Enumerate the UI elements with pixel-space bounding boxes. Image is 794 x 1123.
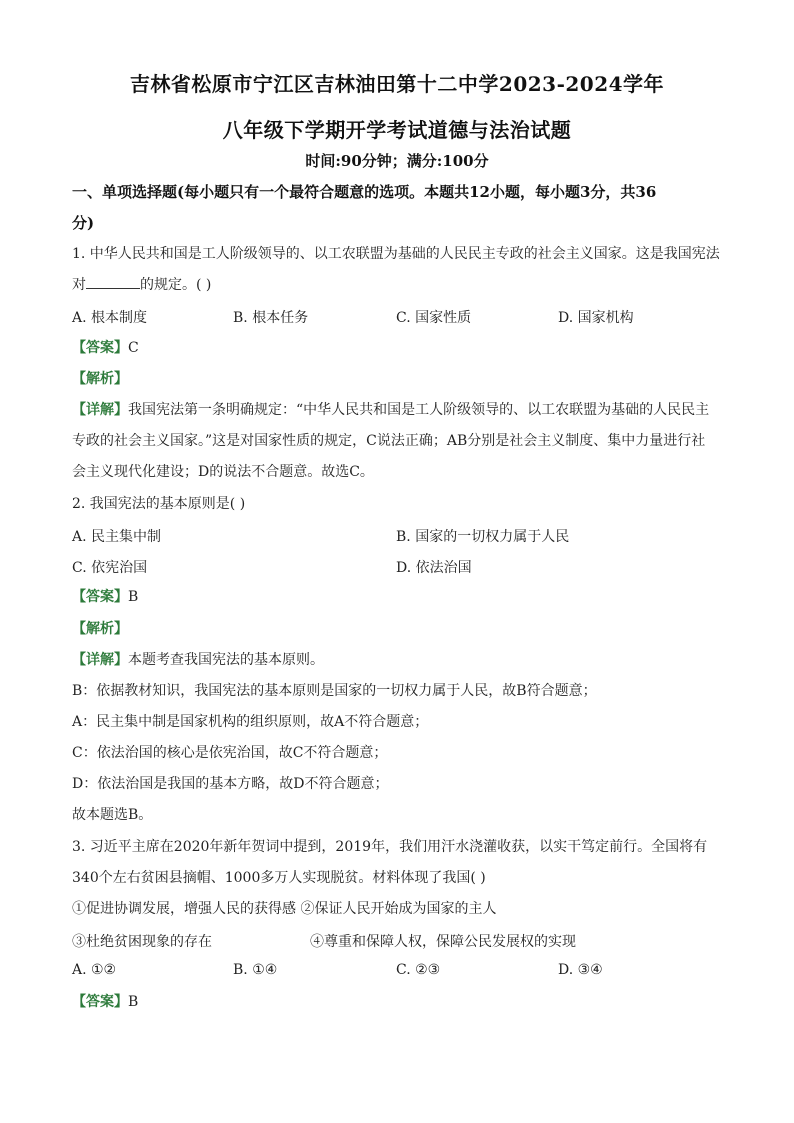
q1-stem-pre: 对 xyxy=(72,277,86,293)
detail-text: 我国宪法第一条明确规定：“中华人民共和国是工人阶级领导的、以工农联盟为基础的人民民主 xyxy=(128,402,710,418)
q3-answer xyxy=(72,993,138,1011)
answer-value: C xyxy=(128,340,139,356)
q1-detail-line1 xyxy=(72,401,709,419)
q1-analysis xyxy=(72,370,128,388)
q3-choices-line1: ①促进协调发展，增强人民的获得感 ②保证人民开始成为国家的主人 xyxy=(72,901,497,917)
exam-time-info: 时间:90分钟；满分:100分 xyxy=(305,152,489,170)
q1-answer xyxy=(72,339,139,357)
detail-tag: 【详解】 xyxy=(72,402,128,418)
q1-detail-line2: 专政的社会主义国家。”这是对国家性质的规定，C说法正确；AB分别是社会主义制度、集中力量进行社 xyxy=(72,433,706,449)
q1-option-b: B. 根本任务 xyxy=(233,310,309,326)
q2-answer xyxy=(72,588,138,606)
q1-option-d: D. 国家机构 xyxy=(558,310,634,326)
answer-tag: 【答案】 xyxy=(72,994,128,1010)
q3-option-c: C. ②③ xyxy=(396,962,441,978)
q3-choice-4: ④尊重和保障人权，保障公民发展权的实现 xyxy=(310,934,576,950)
q3-stem-line2: 340个左右贫困县摘帽、1000多万人实现脱贫。材料体现了我国( ) xyxy=(72,870,486,886)
analysis-tag: 【解析】 xyxy=(72,621,128,637)
q1-option-c: C. 国家性质 xyxy=(396,310,472,326)
q2-option-b: B. 国家的一切权力属于人民 xyxy=(396,529,570,545)
answer-tag: 【答案】 xyxy=(72,340,128,356)
q3-option-b: B. ①④ xyxy=(233,962,278,978)
q2-option-a: A. 民主集中制 xyxy=(72,529,162,545)
q2-stem: 2. 我国宪法的基本原则是( ) xyxy=(72,496,246,512)
section-heading-line2: 分) xyxy=(72,214,95,232)
q1-stem-post: 的规定。( ) xyxy=(140,277,212,293)
detail-tag: 【详解】 xyxy=(72,652,128,668)
q2-detail-b: B：依据教材知识，我国宪法的基本原则是国家的一切权力属于人民，故B符合题意； xyxy=(72,683,597,699)
q2-detail-a: A：民主集中制是国家机构的组织原则，故A不符合题意； xyxy=(72,714,429,730)
q1-detail-line3: 会主义现代化建设；D的说法不合题意。故选C。 xyxy=(72,464,374,480)
q1-stem-line1: 1. 中华人民共和国是工人阶级领导的、以工农联盟为基础的人民民主专政的社会主义国家。这是我国宪法 xyxy=(72,246,720,262)
q3-option-d: D. ③④ xyxy=(558,962,603,978)
exam-title-line2: 八年级下学期开学考试道德与法治试题 xyxy=(222,118,572,142)
q2-detail-d: D：依法治国是我国的基本方略，故D不符合题意； xyxy=(72,776,389,792)
analysis-tag: 【解析】 xyxy=(72,371,128,387)
answer-tag: 【答案】 xyxy=(72,589,128,605)
answer-value: B xyxy=(128,994,139,1010)
q1-option-a: A. 根本制度 xyxy=(72,310,148,326)
answer-blank xyxy=(86,276,140,289)
q2-detail-c: C：依法治国的核心是依宪治国，故C不符合题意； xyxy=(72,745,388,761)
detail-text: 本题考查我国宪法的基本原则。 xyxy=(128,652,324,668)
q2-option-d: D. 依法治国 xyxy=(396,560,472,576)
q1-stem-line2 xyxy=(72,276,211,294)
q3-choice-3: ③杜绝贫困现象的存在 xyxy=(72,934,212,950)
q3-stem-line1: 3. 习近平主席在2020年新年贺词中提到，2019年，我们用汗水浇灌收获，以实干笃定前行。全国将有 xyxy=(72,839,708,855)
q2-conclusion: 故本题选B。 xyxy=(72,807,153,823)
q2-analysis xyxy=(72,620,128,638)
exam-title-line1: 吉林省松原市宁江区吉林油田第十二中学2023-2024学年 xyxy=(129,72,665,96)
q2-option-c: C. 依宪治国 xyxy=(72,560,148,576)
section-heading-line1: 一、单项选择题(每小题只有一个最符合题意的选项。本题共12小题，每小题3分，共36 xyxy=(72,183,657,201)
q3-option-a: A. ①② xyxy=(72,962,117,978)
q2-detail-line1 xyxy=(72,651,324,669)
answer-value: B xyxy=(128,589,139,605)
